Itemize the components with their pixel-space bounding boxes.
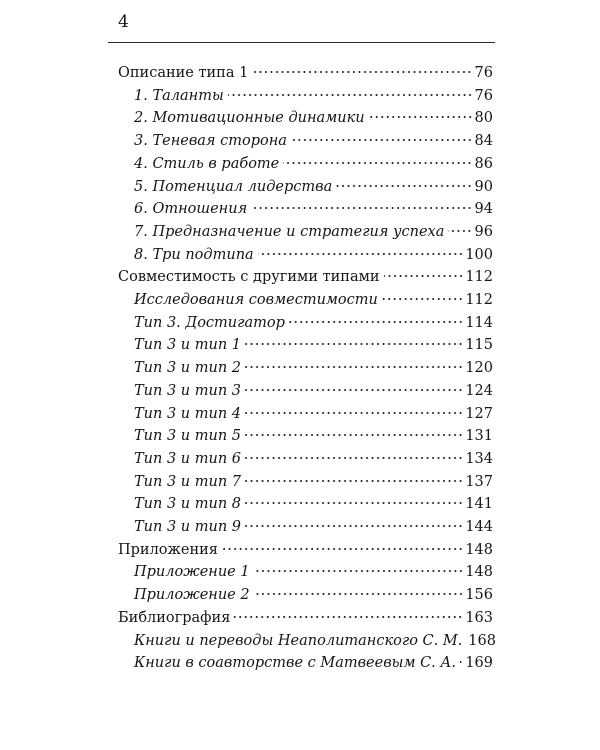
toc-entry-page-number: 148	[465, 564, 493, 581]
toc-entry-page-number: 96	[474, 223, 493, 240]
page-number: 4	[118, 12, 129, 32]
toc-dot-leader	[245, 456, 463, 460]
toc-entry-page-number: 115	[465, 337, 493, 354]
toc-entry-title: Приложение 1	[134, 564, 250, 581]
toc-entry-title: Тип 3 и тип 2	[134, 360, 242, 377]
toc-entry-title: Книги и переводы Неаполитанского С. М.	[134, 632, 463, 649]
toc-entry-page-number: 137	[465, 473, 493, 490]
toc-dot-leader	[258, 252, 464, 256]
toc-entry-page-number: 163	[465, 609, 493, 626]
toc-entry-title: Книги в соавторстве с Матвеевым С. А.	[134, 655, 456, 672]
toc-section-row	[118, 607, 493, 629]
toc-dot-leader	[254, 592, 464, 596]
toc-dot-leader	[283, 161, 472, 165]
toc-subsection-row	[134, 630, 496, 652]
toc-entry-page-number: 124	[465, 382, 493, 399]
toc-dot-leader	[460, 660, 463, 664]
toc-subsection-row	[134, 561, 493, 583]
toc-entry-title: Исследования совместимости	[134, 292, 378, 308]
toc-dot-leader	[384, 274, 464, 278]
toc-entry-page-number: 112	[465, 292, 493, 308]
toc-entry-page-number: 76	[474, 87, 493, 104]
toc-dot-leader	[245, 479, 463, 483]
toc-subsection-row	[134, 425, 493, 447]
toc-entry-title: Библиография	[118, 609, 231, 626]
toc-dot-leader	[222, 547, 463, 551]
toc-entry-page-number: 127	[465, 405, 493, 422]
toc-entry-title: Тип 3. Достигатор	[134, 314, 285, 331]
toc-entry-title: Тип 3 и тип 1	[134, 337, 242, 354]
toc-entry-page-number: 94	[474, 201, 493, 218]
toc-subsection-row	[134, 221, 493, 243]
toc-entry-title: Приложения	[118, 541, 218, 558]
toc-entry-page-number: 168	[468, 632, 496, 649]
toc-entry-title: Тип 3 и тип 4	[134, 405, 242, 422]
toc-subsection-row	[134, 403, 493, 425]
toc-entry-title: 8. Три подтипа	[134, 246, 254, 263]
toc-entry-page-number: 144	[465, 519, 493, 535]
toc-section-row	[118, 266, 493, 288]
toc-subsection-row	[134, 153, 493, 175]
toc-entry-page-number: 134	[465, 450, 493, 467]
toc-dot-leader	[252, 70, 472, 74]
toc-subsection-row	[134, 85, 493, 107]
toc-entry-title: 2. Мотивационные динамики	[134, 110, 365, 127]
toc-subsection-row	[134, 130, 493, 152]
toc-subsection-row	[134, 584, 493, 606]
toc-entry-page-number: 114	[465, 314, 493, 331]
toc-dot-leader	[291, 138, 473, 142]
toc-dot-leader	[369, 115, 473, 119]
toc-dot-leader	[382, 297, 463, 301]
toc-entry-page-number: 100	[465, 246, 493, 263]
toc-entry-page-number: 90	[474, 178, 493, 195]
toc-section-row	[118, 539, 493, 561]
toc-dot-leader	[245, 411, 463, 415]
toc-dot-leader	[228, 93, 473, 97]
toc-entry-page-number: 84	[474, 133, 493, 150]
toc-entry-page-number: 112	[465, 269, 493, 286]
toc-subsection-row	[134, 176, 493, 198]
toc-dot-leader	[245, 342, 463, 346]
toc-entry-title: 5. Потенциал лидерства	[134, 178, 333, 195]
toc-entry-page-number: 120	[465, 360, 493, 377]
toc-dot-leader	[251, 206, 472, 210]
toc-entry-title: Тип 3 и тип 5	[134, 428, 242, 445]
toc-subsection-row	[134, 493, 493, 515]
toc-subsection-row	[134, 448, 493, 470]
toc-entry-page-number: 131	[465, 428, 493, 445]
toc-entry-title: Описание типа 1	[118, 65, 249, 81]
toc-entry-title: Приложение 2	[134, 587, 250, 604]
toc-subsection-row	[134, 471, 493, 493]
toc-dot-leader	[289, 320, 463, 324]
toc-subsection-row	[134, 289, 493, 311]
toc-subsection-row	[134, 652, 493, 674]
toc-entry-title: 6. Отношения	[134, 201, 248, 218]
toc-section-row	[118, 62, 493, 84]
toc-subsection-row	[134, 312, 493, 334]
toc-dot-leader	[245, 388, 463, 392]
toc-entry-page-number: 148	[465, 541, 493, 558]
toc-subsection-row	[134, 198, 493, 220]
toc-entry-title: Тип 3 и тип 8	[134, 496, 242, 513]
toc-entry-title: Совместимость с другими типами	[118, 269, 380, 286]
toc-dot-leader	[245, 365, 463, 369]
toc-entry-title: Тип 3 и тип 9	[134, 519, 242, 535]
toc-entry-title: 4. Стиль в работе	[134, 155, 280, 172]
toc-entry-title: 1. Таланты	[134, 87, 224, 104]
toc-entry-title: Тип 3 и тип 7	[134, 473, 242, 490]
toc-entry-page-number: 156	[465, 587, 493, 604]
toc-dot-leader	[254, 569, 464, 573]
toc-entry-title: Тип 3 и тип 6	[134, 450, 242, 467]
toc-subsection-row	[134, 516, 493, 538]
toc-subsection-row	[134, 334, 493, 356]
toc-entry-page-number: 76	[474, 65, 493, 81]
toc-entry-title: 3. Теневая сторона	[134, 133, 287, 150]
toc-subsection-row	[134, 357, 493, 379]
toc-subsection-row	[134, 244, 493, 266]
toc-subsection-row	[134, 107, 493, 129]
toc-entry-title: Тип 3 и тип 3	[134, 382, 242, 399]
toc-entry-page-number: 86	[474, 155, 493, 172]
toc-dot-leader	[245, 501, 463, 505]
toc-entry-title: 7. Предназначение и стратегия успеха	[134, 223, 445, 240]
header-rule	[108, 42, 495, 43]
toc-entry-page-number: 80	[474, 110, 493, 127]
toc-subsection-row	[134, 380, 493, 402]
toc-dot-leader	[245, 433, 463, 437]
toc-dot-leader	[234, 615, 463, 619]
toc-entry-page-number: 141	[465, 496, 493, 513]
toc-entry-page-number: 169	[465, 655, 493, 672]
toc-dot-leader	[448, 229, 472, 233]
toc-dot-leader	[336, 184, 472, 188]
toc-dot-leader	[245, 524, 463, 528]
